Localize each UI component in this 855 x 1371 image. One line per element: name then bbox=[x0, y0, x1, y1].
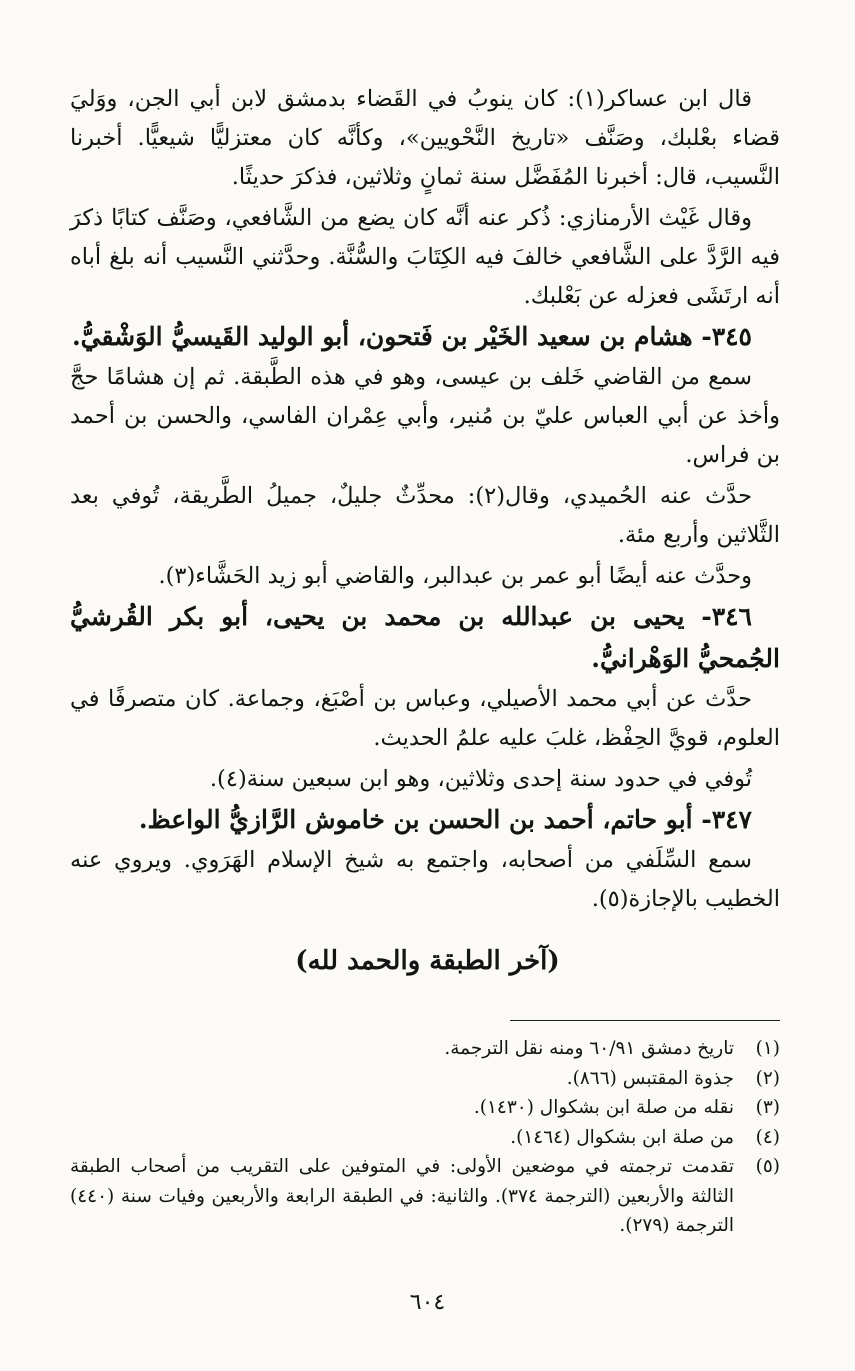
footnote-number: (٣) bbox=[755, 1097, 780, 1118]
page-number: ٦٠٤ bbox=[409, 1290, 446, 1315]
paragraph: قال ابن عساكر(١): كان ينوبُ في القَضاء بدمشق لابن أبي الجن، ووَليَ قضاء بعْلبك، وصَنَّف «تاريخ النَّحْويين»، وكأنَّه كان معتزليًّا شيعيًّا. أخبرنا النَّسيب، قال: أخبرنا المُفَضَّل سنة ثمانٍ وثلاثين، فذكرَ حديثًا. bbox=[70, 86, 780, 190]
footnotes bbox=[70, 1034, 780, 1241]
paragraph: وحدَّث عنه أيضًا أبو عمر بن عبدالبر، والقاضي أبو زيد الحَشَّاء(٣). bbox=[158, 563, 752, 589]
footnote-number: (١) bbox=[755, 1038, 780, 1059]
section-closing: (آخر الطبقة والحمد لله) bbox=[295, 946, 560, 976]
paragraph: تُوفي في حدود سنة إحدى وثلاثين، وهو ابن سبعين سنة(٤). bbox=[209, 766, 752, 792]
paragraph: سمع من القاضي خَلف بن عيسى، وهو في هذه الطَّبقة. ثم إن هشامًا حجَّ وأخذ عن أبي العباس عليّ بن مُنير، وأبي عِمْران الفاسي، والحسن بن أحمد بن فراس. bbox=[70, 364, 780, 468]
paragraph: وقال غَيْث الأرمنازي: ذُكر عنه أنَّه كان يضع من الشَّافعي، وصَنَّف كتابًا ذكرَ فيه الرَّدَّ على الشَّافعي خالفَ فيه الكِتَابَ والسُّنَّة. وحدَّثني النَّسيب أنه بلغ أباه أنه ارتَشَى فعزله عن بَعْلبك. bbox=[70, 205, 780, 309]
footnote-text: نقله من صلة ابن بشكوال (١٤٣٠). bbox=[473, 1097, 734, 1118]
footnote-number: (٤) bbox=[755, 1126, 780, 1148]
footnote-text: تاريخ دمشق ٦٠/٩١ ومنه نقل الترجمة. bbox=[444, 1038, 734, 1059]
entry-heading-346: ٣٤٦- يحيى بن عبدالله بن محمد بن يحيى، أبو بكر القُرشيُّ الجُمحيُّ الوَهْرانيُّ. bbox=[70, 602, 780, 673]
entry-heading-347: ٣٤٧- أبو حاتم، أحمد بن الحسن بن خاموش الرَّازيُّ الواعظ. bbox=[138, 805, 752, 834]
footnote-item bbox=[70, 1152, 780, 1241]
footnote-text: من صلة ابن بشكوال (١٤٦٤). bbox=[510, 1126, 734, 1148]
footnote-divider bbox=[510, 1020, 780, 1021]
footnote-item bbox=[70, 1093, 780, 1123]
paragraph: سمع السِّلَفي من أصحابه، واجتمع به شيخ الإسلام الهَرَوي. ويروي عنه الخطيب بالإجازة(٥). bbox=[70, 847, 780, 912]
footnote-item bbox=[70, 1064, 780, 1094]
footnote-text: تقدمت ترجمته في موضعين الأولى: في المتوفين على التقريب من أصحاب الطبقة الثالثة والأربعين (الترجمة ٣٧٤). والثانية: في الطبقة الرابعة والأربعين وفيات سنة (٤٤٠) الترجمة (٢٧٩). bbox=[70, 1156, 734, 1236]
footnote-number: (٥) bbox=[755, 1156, 780, 1177]
footnote-item bbox=[70, 1123, 780, 1153]
paragraph: حدَّث عنه الحُميدي، وقال(٢): محدِّثٌ جليلٌ، جميلُ الطَّريقة، تُوفي بعد الثَّلاثين وأربع مئة. bbox=[70, 483, 780, 548]
footnote-number: (٢) bbox=[755, 1067, 780, 1089]
footnote-text: جذوة المقتبس (٨٦٦). bbox=[566, 1067, 734, 1089]
entry-heading-345: ٣٤٥- هشام بن سعيد الخَيْر بن فَتحون، أبو الوليد القَيسيُّ الوَشْقيُّ. bbox=[71, 322, 752, 351]
footnote-item bbox=[70, 1034, 780, 1064]
paragraph: حدَّث عن أبي محمد الأصيلي، وعباس بن أصْبَغ، وجماعة. كان متصرفًا في العلوم، قويَّ الحِفْظ، غلبَ عليه علمُ الحديث. bbox=[70, 686, 780, 751]
main-text bbox=[70, 80, 780, 919]
